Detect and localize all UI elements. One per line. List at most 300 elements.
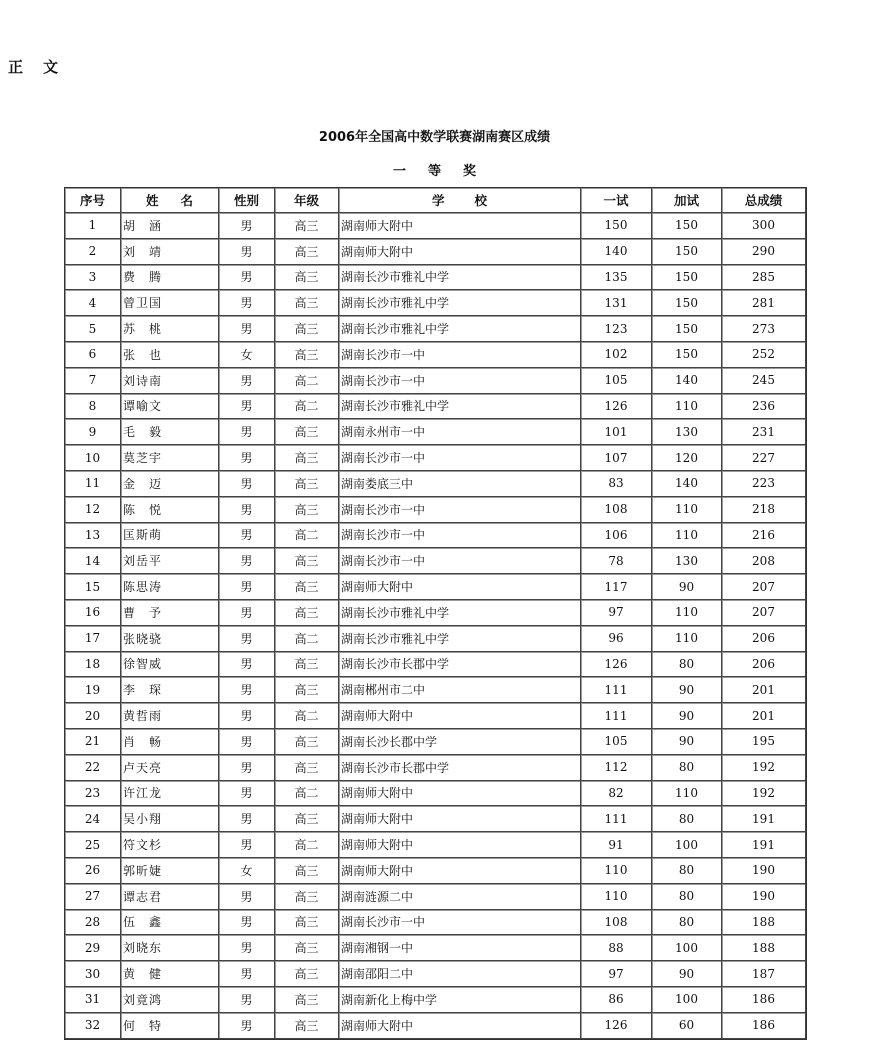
school-cell: 湖南师大附中	[339, 806, 581, 832]
school-cell: 湖南师大附中	[339, 703, 581, 729]
name-cell: 李 琛	[121, 677, 219, 703]
name-cell: 黄 健	[121, 961, 219, 987]
index-cell: 30	[65, 961, 121, 987]
index-cell: 21	[65, 729, 121, 755]
grade-cell: 高三	[275, 265, 339, 291]
second-round-cell: 90	[652, 729, 722, 755]
total-cell: 236	[722, 394, 806, 420]
header-school: 学校	[339, 188, 581, 213]
grade-cell: 高二	[275, 781, 339, 807]
school-cell: 湖南长沙市雅礼中学	[339, 265, 581, 291]
gender-cell: 男	[219, 265, 275, 291]
grade-cell: 高二	[275, 703, 339, 729]
total-cell: 201	[722, 703, 806, 729]
second-round-cell: 150	[652, 239, 722, 265]
name-cell: 费 腾	[121, 265, 219, 291]
second-round-cell: 90	[652, 574, 722, 600]
total-cell: 206	[722, 626, 806, 652]
first-round-cell: 108	[581, 497, 652, 523]
first-round-cell: 105	[581, 368, 652, 394]
grade-cell: 高三	[275, 316, 339, 342]
grade-cell: 高三	[275, 935, 339, 961]
total-cell: 300	[722, 213, 806, 239]
gender-cell: 男	[219, 497, 275, 523]
grade-cell: 高三	[275, 419, 339, 445]
grade-cell: 高三	[275, 290, 339, 316]
table-row	[65, 523, 806, 549]
index-cell: 7	[65, 368, 121, 394]
name-cell: 卢天亮	[121, 755, 219, 781]
index-cell: 5	[65, 316, 121, 342]
grade-cell: 高二	[275, 832, 339, 858]
name-cell: 徐智威	[121, 652, 219, 678]
first-round-cell: 91	[581, 832, 652, 858]
name-cell: 曹 予	[121, 600, 219, 626]
name-cell: 莫芝宇	[121, 445, 219, 471]
total-cell: 190	[722, 858, 806, 884]
total-cell: 281	[722, 290, 806, 316]
total-cell: 252	[722, 342, 806, 368]
second-round-cell: 100	[652, 987, 722, 1013]
table-row	[65, 213, 806, 239]
second-round-cell: 130	[652, 419, 722, 445]
second-round-cell: 110	[652, 781, 722, 807]
name-cell: 张晓骁	[121, 626, 219, 652]
school-cell: 湖南郴州市二中	[339, 677, 581, 703]
grade-cell: 高三	[275, 548, 339, 574]
second-round-cell: 120	[652, 445, 722, 471]
first-round-cell: 126	[581, 394, 652, 420]
name-cell: 黄哲雨	[121, 703, 219, 729]
second-round-cell: 100	[652, 935, 722, 961]
table-row	[65, 884, 806, 910]
index-cell: 17	[65, 626, 121, 652]
total-cell: 186	[722, 987, 806, 1013]
first-round-cell: 102	[581, 342, 652, 368]
name-cell: 毛 毅	[121, 419, 219, 445]
header-grade: 年级	[275, 188, 339, 213]
table-row	[65, 394, 806, 420]
gender-cell: 男	[219, 910, 275, 936]
gender-cell: 男	[219, 471, 275, 497]
total-cell: 207	[722, 600, 806, 626]
first-round-cell: 107	[581, 445, 652, 471]
grade-cell: 高三	[275, 445, 339, 471]
grade-cell: 高二	[275, 626, 339, 652]
school-cell: 湖南长沙市雅礼中学	[339, 290, 581, 316]
gender-cell: 男	[219, 729, 275, 755]
name-cell: 符文杉	[121, 832, 219, 858]
grade-cell: 高二	[275, 394, 339, 420]
index-cell: 1	[65, 213, 121, 239]
gender-cell: 男	[219, 523, 275, 549]
grade-cell: 高三	[275, 600, 339, 626]
table-row	[65, 290, 806, 316]
name-cell: 刘岳平	[121, 548, 219, 574]
total-cell: 191	[722, 832, 806, 858]
second-round-cell: 150	[652, 265, 722, 291]
header-second-round: 加试	[652, 188, 722, 213]
school-cell: 湖南长沙市一中	[339, 368, 581, 394]
total-cell: 195	[722, 729, 806, 755]
header-first-round: 一试	[581, 188, 652, 213]
index-cell: 2	[65, 239, 121, 265]
gender-cell: 男	[219, 548, 275, 574]
header-gender: 性别	[219, 188, 275, 213]
table-row	[65, 265, 806, 291]
second-round-cell: 100	[652, 832, 722, 858]
school-cell: 湖南师大附中	[339, 213, 581, 239]
index-cell: 28	[65, 910, 121, 936]
school-cell: 湖南长沙市一中	[339, 497, 581, 523]
table-row	[65, 858, 806, 884]
total-cell: 290	[722, 239, 806, 265]
table-row	[65, 935, 806, 961]
gender-cell: 女	[219, 858, 275, 884]
gender-cell: 男	[219, 884, 275, 910]
first-round-cell: 105	[581, 729, 652, 755]
table-row	[65, 910, 806, 936]
gender-cell: 男	[219, 961, 275, 987]
grade-cell: 高三	[275, 755, 339, 781]
table-row	[65, 419, 806, 445]
first-round-cell: 131	[581, 290, 652, 316]
index-cell: 23	[65, 781, 121, 807]
gender-cell: 男	[219, 600, 275, 626]
first-round-cell: 101	[581, 419, 652, 445]
second-round-cell: 80	[652, 806, 722, 832]
second-round-cell: 110	[652, 394, 722, 420]
second-round-cell: 80	[652, 910, 722, 936]
grade-cell: 高三	[275, 1013, 339, 1039]
name-cell: 金 迈	[121, 471, 219, 497]
table-row	[65, 987, 806, 1013]
table-row	[65, 600, 806, 626]
first-round-cell: 97	[581, 961, 652, 987]
index-cell: 8	[65, 394, 121, 420]
total-cell: 216	[722, 523, 806, 549]
second-round-cell: 60	[652, 1013, 722, 1039]
table-row	[65, 368, 806, 394]
school-cell: 湖南长沙市一中	[339, 523, 581, 549]
first-round-cell: 135	[581, 265, 652, 291]
table-row	[65, 471, 806, 497]
school-cell: 湖南长沙长郡中学	[339, 729, 581, 755]
first-round-cell: 112	[581, 755, 652, 781]
name-cell: 陈思涛	[121, 574, 219, 600]
index-cell: 32	[65, 1013, 121, 1039]
first-round-cell: 97	[581, 600, 652, 626]
index-cell: 6	[65, 342, 121, 368]
gender-cell: 男	[219, 626, 275, 652]
second-round-cell: 110	[652, 626, 722, 652]
grade-cell: 高三	[275, 652, 339, 678]
gender-cell: 男	[219, 1013, 275, 1039]
table-row	[65, 574, 806, 600]
index-cell: 27	[65, 884, 121, 910]
index-cell: 24	[65, 806, 121, 832]
header-total: 总成绩	[722, 188, 806, 213]
table-row	[65, 497, 806, 523]
total-cell: 192	[722, 781, 806, 807]
name-cell: 苏 桃	[121, 316, 219, 342]
first-round-cell: 111	[581, 703, 652, 729]
grade-cell: 高三	[275, 806, 339, 832]
grade-cell: 高三	[275, 910, 339, 936]
first-round-cell: 82	[581, 781, 652, 807]
grade-cell: 高二	[275, 368, 339, 394]
school-cell: 湖南师大附中	[339, 858, 581, 884]
total-cell: 191	[722, 806, 806, 832]
table-row	[65, 445, 806, 471]
table-row	[65, 832, 806, 858]
name-cell: 张 也	[121, 342, 219, 368]
first-round-cell: 123	[581, 316, 652, 342]
gender-cell: 男	[219, 239, 275, 265]
first-round-cell: 86	[581, 987, 652, 1013]
total-cell: 223	[722, 471, 806, 497]
name-cell: 许江龙	[121, 781, 219, 807]
name-cell: 郭昕婕	[121, 858, 219, 884]
table-row	[65, 781, 806, 807]
school-cell: 湖南长沙市雅礼中学	[339, 394, 581, 420]
second-round-cell: 130	[652, 548, 722, 574]
second-round-cell: 110	[652, 523, 722, 549]
second-round-cell: 80	[652, 652, 722, 678]
second-round-cell: 80	[652, 884, 722, 910]
second-round-cell: 110	[652, 497, 722, 523]
total-cell: 186	[722, 1013, 806, 1039]
gender-cell: 男	[219, 987, 275, 1013]
name-cell: 曾卫国	[121, 290, 219, 316]
table-row	[65, 729, 806, 755]
name-cell: 刘诗南	[121, 368, 219, 394]
school-cell: 湖南邵阳二中	[339, 961, 581, 987]
total-cell: 206	[722, 652, 806, 678]
gender-cell: 男	[219, 703, 275, 729]
school-cell: 湖南湘钢一中	[339, 935, 581, 961]
grade-cell: 高三	[275, 574, 339, 600]
table-row	[65, 342, 806, 368]
name-cell: 何 特	[121, 1013, 219, 1039]
name-cell: 陈 悦	[121, 497, 219, 523]
first-round-cell: 106	[581, 523, 652, 549]
name-cell: 胡 涵	[121, 213, 219, 239]
index-cell: 16	[65, 600, 121, 626]
index-cell: 29	[65, 935, 121, 961]
first-round-cell: 126	[581, 652, 652, 678]
grade-cell: 高三	[275, 239, 339, 265]
name-cell: 刘晓东	[121, 935, 219, 961]
index-cell: 31	[65, 987, 121, 1013]
gender-cell: 男	[219, 935, 275, 961]
first-round-cell: 140	[581, 239, 652, 265]
table-row	[65, 652, 806, 678]
gender-cell: 女	[219, 342, 275, 368]
index-cell: 18	[65, 652, 121, 678]
table-body	[65, 213, 806, 1039]
index-cell: 25	[65, 832, 121, 858]
total-cell: 190	[722, 884, 806, 910]
table-row	[65, 1013, 806, 1039]
gender-cell: 男	[219, 755, 275, 781]
table-header-row	[65, 188, 806, 213]
second-round-cell: 90	[652, 703, 722, 729]
grade-cell: 高三	[275, 497, 339, 523]
header-index: 序号	[65, 188, 121, 213]
gender-cell: 男	[219, 832, 275, 858]
school-cell: 湖南长沙市雅礼中学	[339, 316, 581, 342]
gender-cell: 男	[219, 213, 275, 239]
second-round-cell: 110	[652, 600, 722, 626]
name-cell: 伍 鑫	[121, 910, 219, 936]
second-round-cell: 80	[652, 858, 722, 884]
second-round-cell: 140	[652, 368, 722, 394]
index-cell: 11	[65, 471, 121, 497]
grade-cell: 高三	[275, 342, 339, 368]
second-round-cell: 150	[652, 316, 722, 342]
school-cell: 湖南长沙市一中	[339, 548, 581, 574]
name-cell: 肖 畅	[121, 729, 219, 755]
total-cell: 208	[722, 548, 806, 574]
first-round-cell: 150	[581, 213, 652, 239]
grade-cell: 高三	[275, 987, 339, 1013]
section-label: 正文	[8, 58, 79, 76]
grade-cell: 高三	[275, 961, 339, 987]
total-cell: 245	[722, 368, 806, 394]
school-cell: 湖南长沙市雅礼中学	[339, 626, 581, 652]
total-cell: 201	[722, 677, 806, 703]
total-cell: 207	[722, 574, 806, 600]
index-cell: 10	[65, 445, 121, 471]
table-row	[65, 961, 806, 987]
second-round-cell: 150	[652, 290, 722, 316]
second-round-cell: 150	[652, 342, 722, 368]
school-cell: 湖南师大附中	[339, 574, 581, 600]
first-round-cell: 88	[581, 935, 652, 961]
table-row	[65, 239, 806, 265]
index-cell: 13	[65, 523, 121, 549]
index-cell: 9	[65, 419, 121, 445]
grade-cell: 高三	[275, 471, 339, 497]
grade-cell: 高三	[275, 858, 339, 884]
total-cell: 231	[722, 419, 806, 445]
index-cell: 12	[65, 497, 121, 523]
first-round-cell: 96	[581, 626, 652, 652]
second-round-cell: 80	[652, 755, 722, 781]
header-name: 姓名	[121, 188, 219, 213]
document-title: 2006年全国高中数学联赛湖南赛区成绩	[318, 130, 551, 145]
index-cell: 14	[65, 548, 121, 574]
gender-cell: 男	[219, 806, 275, 832]
gender-cell: 男	[219, 445, 275, 471]
school-cell: 湖南师大附中	[339, 832, 581, 858]
index-cell: 15	[65, 574, 121, 600]
gender-cell: 男	[219, 574, 275, 600]
first-round-cell: 110	[581, 858, 652, 884]
gender-cell: 男	[219, 368, 275, 394]
table-row	[65, 548, 806, 574]
index-cell: 3	[65, 265, 121, 291]
school-cell: 湖南永州市一中	[339, 419, 581, 445]
first-round-cell: 110	[581, 884, 652, 910]
second-round-cell: 150	[652, 213, 722, 239]
grade-cell: 高二	[275, 523, 339, 549]
index-cell: 26	[65, 858, 121, 884]
school-cell: 湖南师大附中	[339, 1013, 581, 1039]
table-row	[65, 677, 806, 703]
name-cell: 匡斯萌	[121, 523, 219, 549]
table-row	[65, 316, 806, 342]
total-cell: 218	[722, 497, 806, 523]
first-round-cell: 111	[581, 677, 652, 703]
school-cell: 湖南长沙市雅礼中学	[339, 600, 581, 626]
total-cell: 273	[722, 316, 806, 342]
gender-cell: 男	[219, 316, 275, 342]
gender-cell: 男	[219, 652, 275, 678]
name-cell: 刘 靖	[121, 239, 219, 265]
first-round-cell: 126	[581, 1013, 652, 1039]
table-row	[65, 703, 806, 729]
name-cell: 刘竟鸿	[121, 987, 219, 1013]
table-row	[65, 806, 806, 832]
second-round-cell: 140	[652, 471, 722, 497]
name-cell: 吴小翔	[121, 806, 219, 832]
total-cell: 188	[722, 910, 806, 936]
name-cell: 谭志君	[121, 884, 219, 910]
grade-cell: 高三	[275, 729, 339, 755]
school-cell: 湖南长沙市一中	[339, 445, 581, 471]
school-cell: 湖南师大附中	[339, 781, 581, 807]
total-cell: 227	[722, 445, 806, 471]
table-row	[65, 626, 806, 652]
gender-cell: 男	[219, 677, 275, 703]
second-round-cell: 90	[652, 677, 722, 703]
school-cell: 湖南涟源二中	[339, 884, 581, 910]
school-cell: 湖南长沙市长郡中学	[339, 755, 581, 781]
index-cell: 4	[65, 290, 121, 316]
total-cell: 285	[722, 265, 806, 291]
grade-cell: 高三	[275, 884, 339, 910]
table-row	[65, 755, 806, 781]
index-cell: 19	[65, 677, 121, 703]
second-round-cell: 90	[652, 961, 722, 987]
results-table	[64, 187, 807, 1040]
first-round-cell: 111	[581, 806, 652, 832]
total-cell: 187	[722, 961, 806, 987]
total-cell: 192	[722, 755, 806, 781]
first-round-cell: 117	[581, 574, 652, 600]
school-cell: 湖南长沙市长郡中学	[339, 652, 581, 678]
index-cell: 20	[65, 703, 121, 729]
index-cell: 22	[65, 755, 121, 781]
gender-cell: 男	[219, 394, 275, 420]
total-cell: 188	[722, 935, 806, 961]
gender-cell: 男	[219, 290, 275, 316]
first-round-cell: 83	[581, 471, 652, 497]
school-cell: 湖南师大附中	[339, 239, 581, 265]
grade-cell: 高三	[275, 213, 339, 239]
school-cell: 湖南娄底三中	[339, 471, 581, 497]
school-cell: 湖南新化上梅中学	[339, 987, 581, 1013]
school-cell: 湖南长沙市一中	[339, 910, 581, 936]
name-cell: 谭喻文	[121, 394, 219, 420]
school-cell: 湖南长沙市一中	[339, 342, 581, 368]
gender-cell: 男	[219, 781, 275, 807]
first-round-cell: 78	[581, 548, 652, 574]
first-round-cell: 108	[581, 910, 652, 936]
award-level-heading: 一等奖	[392, 164, 498, 179]
